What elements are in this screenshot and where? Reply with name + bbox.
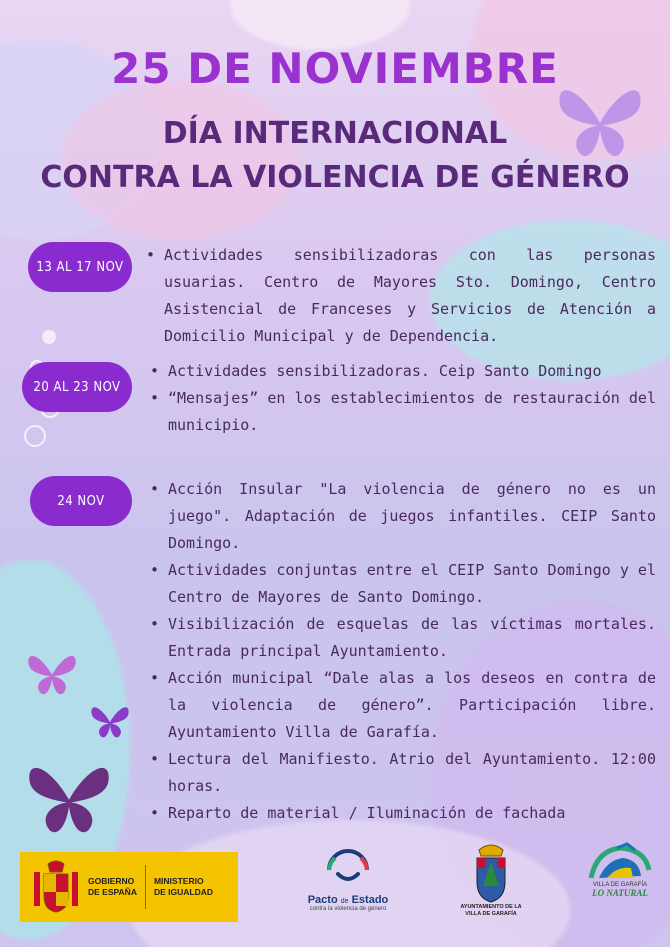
list-item: • Lectura del Manifiesto. Atrio del Ayuntamiento. 12:00 horas. <box>150 746 656 800</box>
activity-list <box>150 358 656 439</box>
subtitle-line-1: DÍA INTERNACIONAL <box>162 116 508 151</box>
decor-circle <box>24 425 46 447</box>
gobierno-label: DE ESPAÑA <box>88 887 137 897</box>
list-item: • Acción municipal “Dale alas a los deseos en contra de la violencia de género”. Participación libre. Ayuntamiento Villa de Garafía. <box>150 665 656 746</box>
list-item: • Actividades conjuntas entre el CEIP Santo Domingo y el Centro de Mayores de Santo Domingo. <box>150 557 656 611</box>
pacto-logo <box>298 846 398 926</box>
ayto-label: VILLA DE GARAFÍA <box>465 911 517 917</box>
list-item: • “Mensajes” en los establecimientos de restauración del municipio. <box>150 385 656 439</box>
list-item: • Acción Insular "La violencia de género no es un juego". Adaptación de juegos infantiles. CEIP Santo Domingo. <box>150 476 656 557</box>
ayto-label: AYUNTAMIENTO DE LA <box>460 904 522 910</box>
pacto-label: Pacto <box>307 894 338 906</box>
activity-list <box>146 242 656 350</box>
list-item: • Actividades sensibilizadoras. Ceip Santo Domingo <box>150 358 656 385</box>
divider <box>145 865 146 909</box>
date-pill: 13 AL 17 NOV <box>28 242 132 292</box>
gobierno-logo <box>20 852 238 922</box>
decor-circle <box>42 330 56 344</box>
list-item: • Visibilización de esquelas de las víctimas mortales. Entrada principal Ayuntamiento. <box>150 611 656 665</box>
list-item: • Actividades sensibilizadoras con las personas usuarias. Centro de Mayores Sto. Domingo, Centro Asistencial de Franceses y Servicios de Atención a Domicilio Municipal y de Dependencia. <box>146 242 656 350</box>
sponsor-logos <box>0 842 670 947</box>
date-pill: 20 AL 23 NOV <box>22 362 132 412</box>
butterfly-icon <box>88 698 132 742</box>
pacto-label: de <box>340 898 349 905</box>
pacto-label: Estado <box>351 894 389 906</box>
bg-blob <box>230 0 410 50</box>
butterfly-icon <box>22 748 116 842</box>
pacto-smile-icon <box>321 846 375 894</box>
crest-icon <box>471 842 511 904</box>
subtitle-line-2: CONTRA LA VIOLENCIA DE GÉNERO <box>40 160 630 195</box>
activity-list <box>150 476 656 827</box>
villa-label: VILLA DE GARAFÍA <box>592 882 648 888</box>
ministerio-label: MINISTERIO <box>153 876 204 886</box>
page-title: 25 DE NOVIEMBRE <box>111 44 559 93</box>
coat-of-arms-icon <box>30 858 82 916</box>
villa-tagline: LO NATURAL <box>592 888 648 898</box>
butterfly-icon <box>24 644 80 700</box>
list-item: • Reparto de material / Iluminación de fachada <box>150 800 656 827</box>
villa-garafia-logo <box>582 842 658 932</box>
ayuntamiento-logo <box>454 842 528 932</box>
date-pill: 24 NOV <box>30 476 132 526</box>
landscape-icon <box>587 842 653 882</box>
ministerio-label: DE IGUALDAD <box>153 887 213 897</box>
gobierno-label: GOBIERNO <box>88 876 135 886</box>
pacto-subtitle: contra la violencia de género <box>309 906 387 912</box>
